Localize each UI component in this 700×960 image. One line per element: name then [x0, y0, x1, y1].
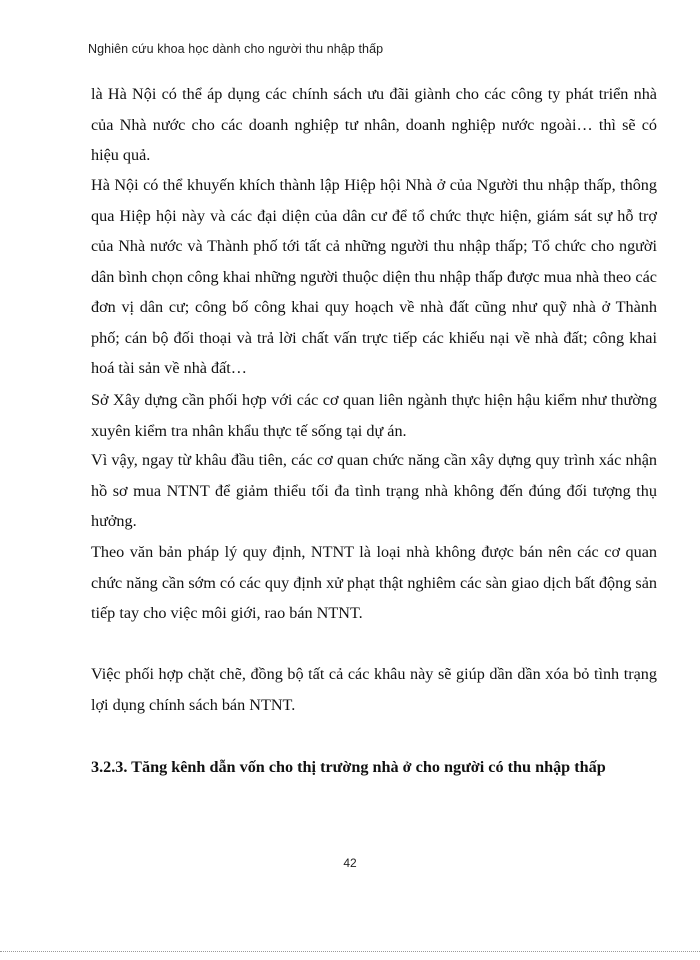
section-heading: 3.2.3. Tăng kênh dẫn vốn cho thị trường nhà ở cho người có thu nhập thấp — [91, 758, 606, 776]
running-header: Nghiên cứu khoa học dành cho người thu nhập thấp — [88, 42, 384, 56]
paragraph-text: Theo văn bản pháp lý quy định, NTNT là loại nhà không được bán nên các cơ quan chức năng cần sớm có các quy định xử phạt thật nghiêm các sàn giao dịch bất động sản tiếp tay cho việc môi giới, rao bán NTNT. — [91, 543, 657, 622]
page-bottom-border — [0, 951, 700, 952]
paragraph-text: Hà Nội có thể khuyến khích thành lập Hiệp hội Nhà ở của Người thu nhập thấp, thông qua Hiệp hội này và các đại diện của dân cư để tổ chức thực hiện, giám sát sự hỗ trợ của Nhà nước và Thành phố tới tất cả những người thu nhập thấp; Tổ chức cho người dân bình chọn công khai những người thuộc diện thu nhập thấp được mua nhà theo các đơn vị dân cư; công bố công khai quy hoạch về nhà đất cũng như quỹ nhà ở Thành phố; cán bộ đối thoại và trả lời chất vấn trực tiếp các khiếu nại về nhà đất; công khai hoá tài sản về nhà đất… — [91, 176, 657, 377]
paragraph-text: là Hà Nội có thể áp dụng các chính sách ưu đãi giành cho các công ty phát triển nhà của Nhà nước cho các doanh nghiệp tư nhân, doanh nghiệp nước ngoài… thì sẽ có hiệu quả. — [91, 85, 657, 164]
paragraph-2 — [91, 170, 657, 384]
paragraph-text: Vì vậy, ngay từ khâu đầu tiên, các cơ quan chức năng cần xây dựng quy trình xác nhận hồ sơ mua NTNT để giảm thiểu tối đa tình trạng nhà không đến đúng đối tượng thụ hưởng. — [91, 451, 657, 530]
paragraph-4 — [91, 445, 657, 537]
paragraph-1 — [91, 79, 657, 171]
paragraph-text: Việc phối hợp chặt chẽ, đồng bộ tất cả các khâu này sẽ giúp dần dần xóa bỏ tình trạng lợi dụng chính sách bán NTNT. — [91, 665, 657, 714]
paragraph-text: Sở Xây dựng cần phối hợp với các cơ quan liên ngành thực hiện hậu kiểm như thường xuyên kiểm tra nhân khẩu thực tế sống tại dự án. — [91, 391, 657, 440]
paragraph-3 — [91, 385, 657, 446]
page-number: 42 — [343, 856, 357, 870]
paragraph-6 — [91, 659, 657, 720]
paragraph-5 — [91, 537, 657, 629]
